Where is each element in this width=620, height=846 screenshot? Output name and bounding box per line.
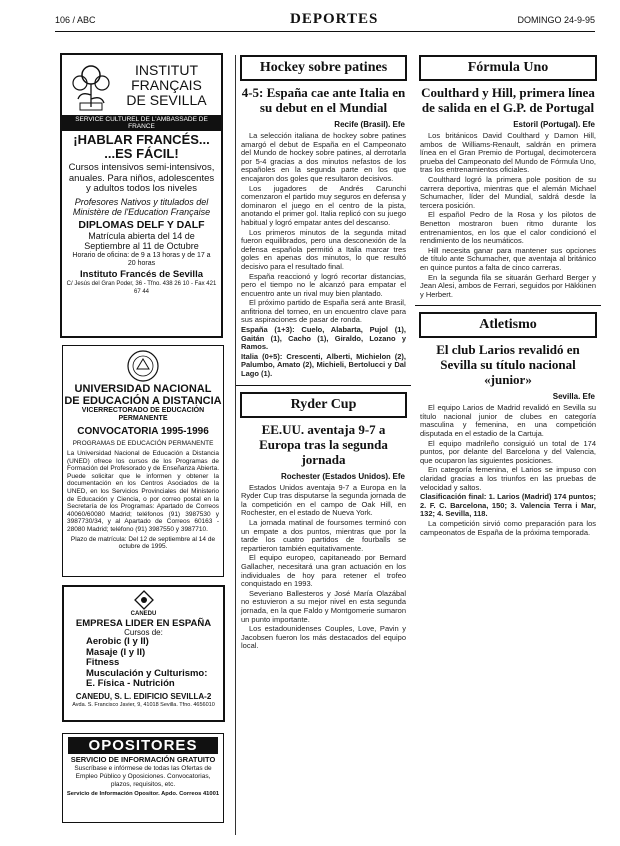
canedu-course-2: Masaje (I y II): [86, 646, 146, 658]
ryder-body: [236, 484, 411, 651]
section-title: DEPORTES: [290, 11, 379, 27]
atletismo-results: Clasificación final: 1. Larios (Madrid) 174 puntos; 2. F. C. Barcelona, 150; 3. Valencia Terra i Mar, 132; 4. Sevilla, 118.: [420, 492, 596, 519]
canedu-logo-text: CANEDU: [130, 611, 157, 617]
hockey-body: [236, 132, 411, 379]
f1-body: [415, 132, 601, 299]
ad-fr-profs: Profesores Nativos y titulados del Ministère de l'Education Française: [72, 196, 211, 217]
page-date: DOMINGO 24-9-95: [517, 15, 595, 25]
f1-headline: Coulthard y Hill, primera línea de salida en el G.P. de Portugal: [421, 85, 595, 115]
f1-p5: En la segunda fila se situarán Gerhard Berger y Jean Alesi, ambos de Ferrari, seguidos por Häkkinen y Herbert.: [420, 272, 596, 299]
canedu-course-5: E. Física - Nutrición: [86, 678, 175, 689]
canedu-address: Avda. S. Francisco Javier, 9, 41018 Sevilla. Tfno. 4656010: [72, 701, 215, 708]
uned-line2: DE EDUCACIÓN A DISTANCIA: [64, 395, 222, 407]
ryder-section-label: Ryder Cup: [240, 392, 407, 418]
uned-line1: UNIVERSIDAD NACIONAL: [74, 383, 212, 395]
atletismo-p4: La competición sirvió como preparación para los campeonatos de España de la próxima temporada.: [420, 519, 596, 537]
ad-fr-headline2: ...ES FÁCIL!: [104, 146, 179, 161]
ad-institut-francais: [60, 53, 223, 338]
f1-p3: El español Pedro de la Rosa y los pilotos de Benetton mostraron buen ritmo durante los entrenamientos, en los que el calor condicionó el rendimiento de los neumáticos.: [420, 210, 596, 246]
hockey-lineup-1: España (1+3): Cuelo, Alabarta, Pujol (1), Gaitán (1), Cacho (1), Giraldo, Lozano y Ramos.: [241, 325, 406, 352]
hockey-p1: La selección italiana de hockey sobre patines amargó el debut de España en el Campeonato del Mundo de hockey sobre patines, al derrotarla por 5-4 gracias a dos minutos nefastos de los españoles en la segunda parte en los que encajaron dos goles que resultaron decisivos.: [241, 131, 406, 183]
uned-deadline: Plazo de matrícula: Del 12 de septiembre al 14 de octubre de 1995.: [70, 535, 216, 551]
ryder-headline: EE.UU. aventaja 9-7 a Europa tras la segunda jornada: [259, 421, 388, 467]
hockey-lineup-2: Italia (0+5): Crescenti, Alberti, Michielon (2), Palumbo, Amato (2), Michieli, Bertolucci y Dal Lago (1).: [241, 351, 406, 379]
canedu-course-3: Fitness: [86, 657, 120, 668]
hockey-p4: España reaccionó y logró recortar distancias, pero el tiempo no le alcanzó para empatar el encuentro ante un rival muy bien plantado.: [241, 271, 406, 298]
ryder-p2: La jornada matinal de foursomes terminó con un empate a dos puntos, mientras que por la tarde los cuatro partidos de fourballs se repartieron también equitativamente.: [241, 518, 406, 553]
ad-fr-diplomas: DIPLOMAS DELF Y DALF: [78, 218, 205, 231]
ad-uned: [62, 345, 224, 577]
f1-section-label: Fórmula Uno: [419, 55, 597, 81]
ad-fr-footer: Instituto Francés de Sevilla: [79, 268, 203, 280]
atletismo-p3: En categoría femenina, el Larios se impuso con claridad gracias a los triunfos en las pruebas de velocidad y saltos.: [420, 465, 596, 492]
canedu-course-4: Musculación y Culturismo:: [86, 667, 208, 679]
opos-line2: Suscríbase e infórmese de todas las Ofertas de Empleo Público y Oposiciones. Convocatorias, plazos, requisitos, etc.: [74, 765, 212, 788]
f1-p2: Coulthard logró la primera pole position de su carrera deportiva, mientras que el alemán Michael Schumacher, líder del Mundial, saldrá desde la tercera posición.: [420, 174, 596, 210]
f1-p4: Hill necesita ganar para mantener sus opciones de título ante Schumacher, que aventaja al británico en quince puntos a falta de cinco carreras.: [420, 245, 596, 272]
ad-fr-banner: SERVICE CULTUREL DE L'AMBASSADE DE FRANCE: [62, 115, 221, 131]
hockey-headline: 4-5: España cae ante Italia en su debut en el Mundial: [241, 85, 406, 115]
ryder-p3: El equipo europeo, capitaneado por Bernard Gallacher, necesitará una gran actuación en los individuales de hoy para retener el trofeo conquistado en 1993.: [241, 553, 406, 589]
hockey-p3: Los primeros minutos de la segunda mitad fueron equilibrados, pero una desconexión de la defensa española permitió a Italia marcar tres goles en apenas dos minutos, lo que resultó decisivo para el resultado final.: [241, 227, 406, 271]
ryder-p4: Severiano Ballesteros y José María Olazábal no estuvieron a su mejor nivel en esta segunda jornada, en la que Faldo y Montgomerie sumaron un punto importante.: [241, 588, 406, 624]
ad-fr-name2: FRANÇAIS: [131, 76, 202, 93]
opos-line1: SERVICIO DE INFORMACIÓN GRATUITO: [70, 755, 216, 764]
uned-programs: PROGRAMAS DE EDUCACIÓN PERMANENTE: [72, 440, 214, 447]
f1-p1: Los británicos David Coulthard y Damon Hill, ambos de Williams-Renault, saldrán en primera línea en el Gran Premio de Portugal, decimotercera prueba del Campeonato del Mundo de Fórmula Uno, tras los entrenamientos oficiales.: [420, 131, 596, 175]
hockey-dateline: Recife (Brasil). Efe: [334, 120, 405, 129]
right-column: [415, 55, 601, 835]
hockey-p5: El próximo partido de España será ante Brasil, anfitriona del torneo, en un encuentro clave para sus aspiraciones de pasar de ronda.: [241, 298, 406, 325]
f1-dateline: Estoril (Portugal). Efe: [513, 120, 595, 129]
ad-fr-address: C/ Jesús del Gran Poder, 36 - Tfno. 438 26 10 - Fax 421 67 44: [66, 280, 217, 295]
ad-fr-name1: INSTITUT: [135, 61, 198, 78]
atletismo-body: [415, 404, 601, 537]
atletismo-headline: El club Larios revalidó en Sevilla su título nacional «junior»: [436, 342, 580, 388]
page-number: 106 / ABC: [55, 15, 96, 25]
canedu-logo-icon: [133, 590, 155, 610]
uned-line3: VICERRECTORADO DE EDUCACIÓN PERMANENTE: [81, 407, 205, 422]
hockey-section-label: Hockey sobre patines: [240, 55, 407, 81]
uned-body: La Universidad Nacional de Educación a Distancia (UNED) ofrece los cursos de los Programas de Formación del Profesorado y de Enseñanza Abierta. Puede solicitar que le informen y obtener la documentación en los Centros Asociados de la UNED, en los Servicios Provinciales del Ministerio de Educación y Ciencia, o por correo postal en la Secretaría de los Programas: Apartado de Correos 40060/60080 Madrid; teléfonos (91) 3987530 y 3987730/34, y al Apartado de Correos 60163 - 28080 Madrid; teléfono (91) 3987550 y 3987710.: [67, 450, 219, 533]
canedu-company: CANEDU, S. L. EDIFICIO SEVILLA-2: [75, 691, 212, 701]
ad-canedu: [62, 585, 225, 722]
ad-fr-enroll: Matrícula abierta del 14 de Septiembre al 11 de Octubre: [84, 230, 199, 251]
ryder-p5: Los estadounidenses Couples, Love, Pavin y Jacobsen fueron los más destacados del equipo local.: [241, 624, 406, 651]
ad-fr-hours: Horario de oficina: de 9 a 13 horas y de 17 a 20 horas: [72, 251, 211, 267]
hockey-p2: Los jugadores de Andrés Carunchi comenzaron el partido muy seguros en defensa y dominaron el juego en el centro de la pista, anotando el primer gol. Italia replicó con su juego habitual y logró empatar antes del descanso.: [241, 183, 406, 227]
ad-opositores: [62, 733, 224, 823]
ad-fr-body: Cursos intensivos semi-intensivos, anuales. Para niños, adolescentes y adultos todos los niveles: [68, 162, 215, 194]
canedu-sub: Cursos de:: [124, 628, 163, 637]
atletismo-section-label: Atletismo: [419, 312, 597, 338]
opos-line3: Servicio de Información Opositor. Apdo. Correos 41001: [66, 791, 220, 797]
opos-title: OPOSITORES: [68, 737, 218, 754]
ad-fr-name3: DE SEVILLA: [126, 91, 207, 108]
flower-logo-icon: [66, 59, 116, 111]
canedu-title: EMPRESA LIDER EN ESPAÑA: [75, 618, 212, 629]
uned-seal-icon: [126, 349, 160, 383]
canedu-course-1: Aerobic (I y II): [86, 636, 149, 647]
atletismo-dateline: Sevilla. Efe: [552, 392, 595, 402]
page-header: [55, 10, 595, 32]
atletismo-p1: El equipo Larios de Madrid revalidó en Sevilla su título nacional junior de clubes en categoría masculina y femenina, en una competición disputada en el estadio de la Cartuja.: [420, 403, 596, 439]
middle-column: [235, 55, 411, 835]
uned-convocatoria: CONVOCATORIA 1995-1996: [77, 426, 209, 437]
ryder-p1: Estados Unidos aventaja 9-7 a Europa en la Ryder Cup tras disputarse la segunda jornada de la competición en el campo de Oak Hill, en Rochester, en el estado de Nueva York.: [241, 482, 406, 518]
ad-fr-headline1: ¡HABLAR FRANCÉS...: [73, 132, 210, 147]
atletismo-p2: El equipo madrileño consiguió un total de 174 puntos, por delante del Barcelona y del Valencia, que ocuparon las siguientes posiciones.: [420, 438, 596, 465]
ryder-dateline: Rochester (Estados Unidos). Efe: [280, 471, 405, 481]
